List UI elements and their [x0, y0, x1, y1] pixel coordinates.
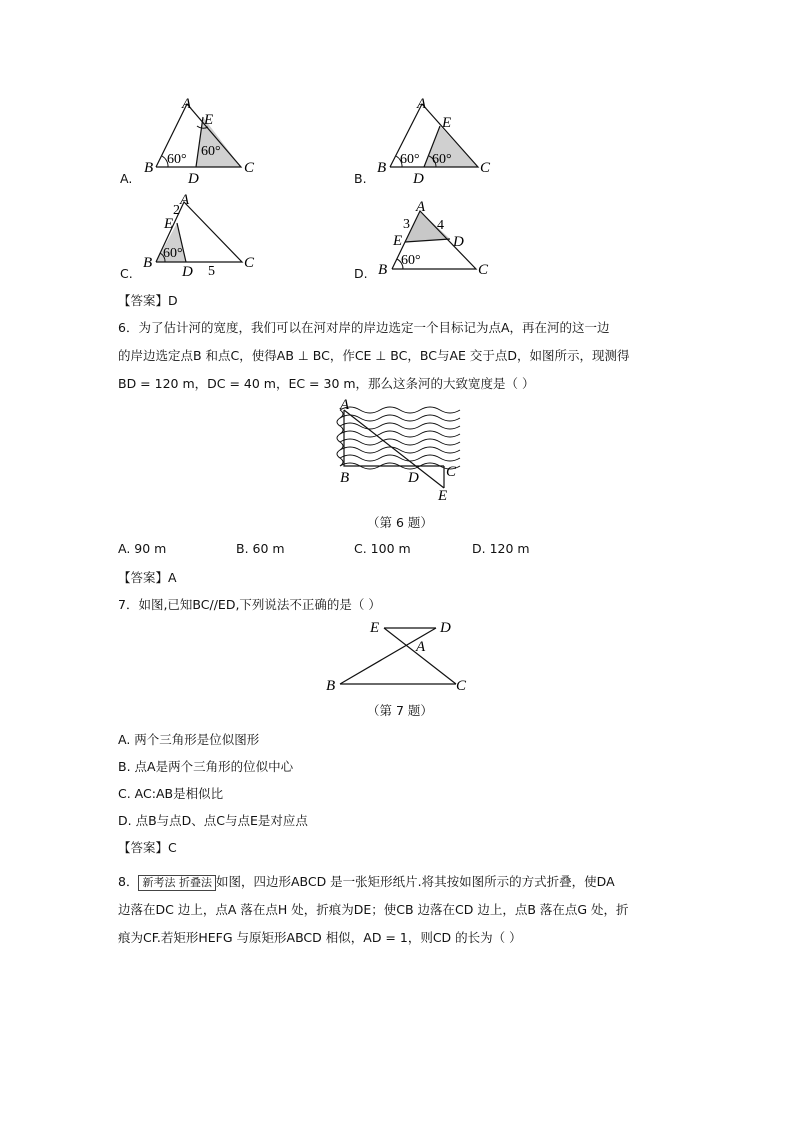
label-b: B — [378, 262, 388, 278]
label-d: D — [182, 264, 193, 280]
bank-lines — [337, 410, 343, 466]
label-e: E — [442, 115, 452, 131]
figure-6 — [328, 396, 464, 504]
label-e: E — [438, 488, 448, 504]
option-c-letter: C. — [120, 266, 133, 281]
q6-line-1: 6．为了估计河的宽度，我们可以在河对岸的岸边选定一个目标记为点A，再在河的这一边 — [118, 320, 610, 335]
q6-line-2: 的岸边选定点B 和点C，使得AB ⊥ BC，作CE ⊥ BC，BC与AE 交于点D，如图所示，现测得 — [118, 348, 630, 363]
label-d: D — [440, 620, 451, 636]
new-method-tag: 新考法 折叠法 — [138, 875, 216, 891]
figure-7-caption: （第 7 题） — [367, 703, 433, 718]
figure-5c — [140, 190, 270, 280]
answer-6: 【答案】A — [118, 570, 177, 585]
figure-7 — [322, 614, 472, 694]
label-a: A — [180, 192, 190, 208]
label-a: A — [182, 96, 192, 112]
label-e: E — [164, 216, 174, 232]
q6-option-b: B. 60 m — [236, 541, 285, 556]
option-b-letter: B. — [354, 171, 367, 186]
label-a: A — [416, 639, 426, 655]
label-d: D — [413, 171, 424, 184]
label-e: E — [393, 233, 403, 249]
label-b: B — [144, 160, 154, 176]
q8-number: 8． — [118, 874, 139, 889]
label-c: C — [446, 464, 457, 480]
length-ae: 3 — [403, 217, 410, 232]
angle-b: 60° — [167, 152, 187, 167]
river-waves — [340, 407, 460, 469]
angle-d: 60° — [432, 152, 452, 167]
q7-option-d: D. 点B与点D、点C与点E是对应点 — [118, 813, 308, 828]
label-c: C — [480, 160, 491, 176]
label-e: E — [370, 620, 380, 636]
length-dc: 5 — [208, 264, 215, 279]
q6-option-a: A. 90 m — [118, 541, 167, 556]
q6-option-c: C. 100 m — [354, 541, 411, 556]
angle-e: 60° — [201, 144, 221, 159]
q7-line-1: 7．如图,已知BC//ED,下列说法不正确的是（ ） — [118, 597, 381, 612]
answer-7: 【答案】C — [118, 840, 177, 855]
q8-line-1 — [118, 872, 615, 891]
option-a-letter: A. — [120, 171, 133, 186]
angle-b: 60° — [401, 253, 421, 268]
answer-5: 【答案】D — [118, 293, 178, 308]
q8-text-1: 如图，四边形ABCD 是一张矩形纸片.将其按如图所示的方式折叠，使DA — [215, 874, 615, 889]
label-c: C — [244, 255, 255, 271]
angle-b: 60° — [400, 152, 420, 167]
angle-b: 60° — [163, 246, 183, 261]
q8-line-3: 痕为CF.若矩形HEFG 与原矩形ABCD 相似，AD = 1，则CD 的长为（ ） — [118, 930, 522, 945]
label-b: B — [326, 678, 336, 694]
figure-5d — [372, 196, 502, 282]
label-c: C — [456, 678, 467, 694]
figure-5b — [372, 92, 502, 184]
label-a: A — [417, 96, 427, 112]
length-ad: 4 — [437, 218, 444, 233]
q7-option-c: C. AC:AB是相似比 — [118, 786, 224, 801]
label-c: C — [478, 262, 489, 278]
length-ae: 2 — [173, 203, 180, 218]
q7-option-b: B. 点A是两个三角形的位似中心 — [118, 759, 294, 774]
q6-line-3: BD = 120 m，DC = 40 m，EC = 30 m，那么这条河的大致宽度是（ ） — [118, 376, 535, 391]
figure-5a — [140, 92, 270, 184]
label-c: C — [244, 160, 255, 176]
label-d: D — [453, 234, 464, 250]
q6-option-d: D. 120 m — [472, 541, 530, 556]
label-b: B — [340, 470, 350, 486]
label-b: B — [377, 160, 387, 176]
label-a: A — [416, 199, 426, 215]
label-d: D — [408, 470, 419, 486]
figure-6-caption: （第 6 题） — [367, 515, 433, 530]
option-d-letter: D. — [354, 266, 368, 281]
label-d: D — [188, 171, 199, 184]
label-a: A — [340, 397, 350, 413]
label-b: B — [143, 255, 153, 271]
q7-option-a: A. 两个三角形是位似图形 — [118, 732, 260, 747]
label-e: E — [204, 112, 214, 128]
q8-line-2: 边落在DC 边上，点A 落在点H 处，折痕为DE；使CB 边落在CD 边上，点B 落在点G 处，折 — [118, 902, 629, 917]
